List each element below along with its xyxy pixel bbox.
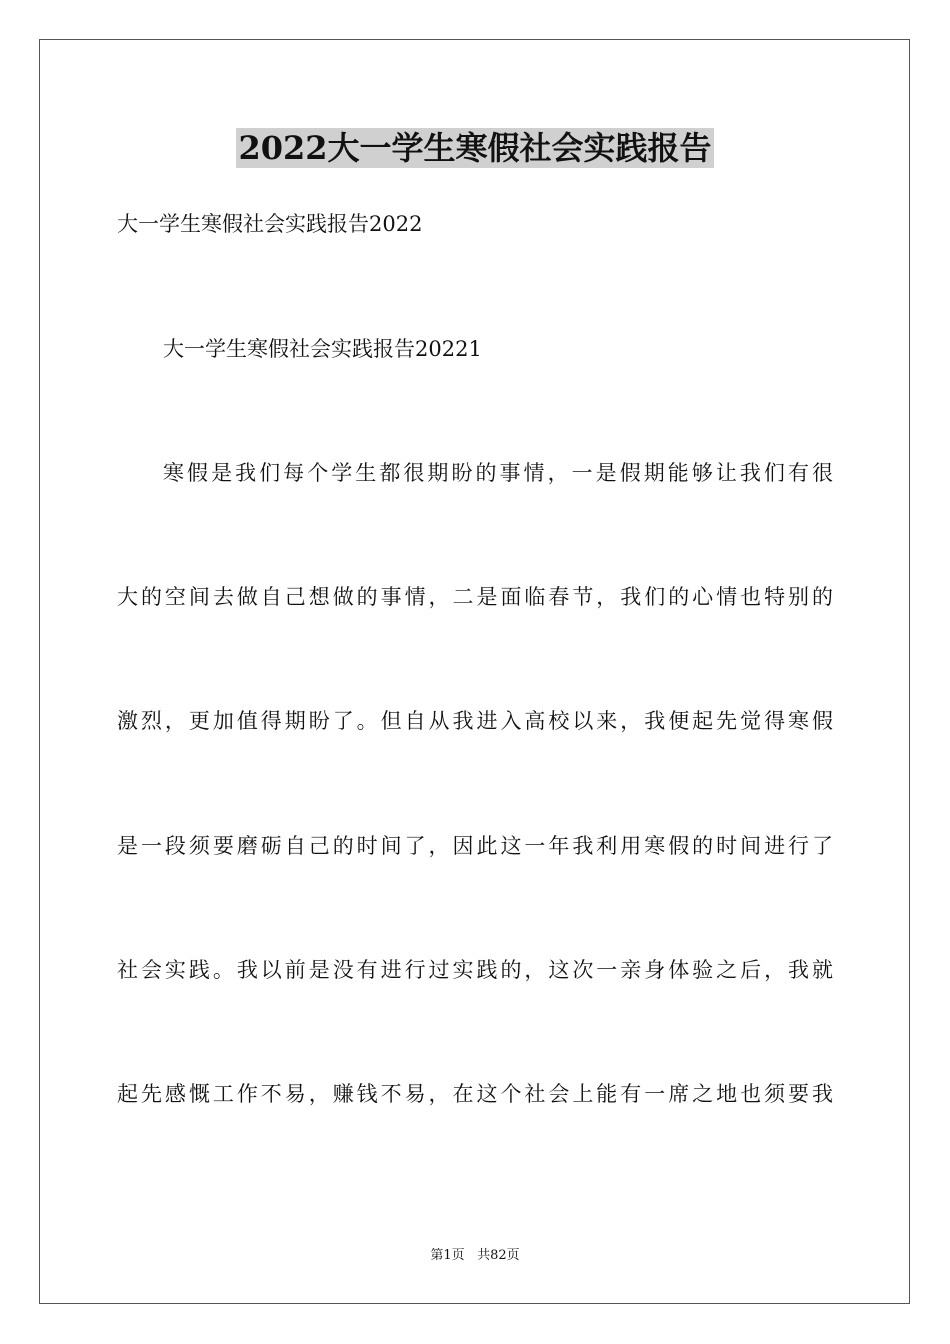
body-line-2: 大的空间去做自己想做的事情，二是面临春节，我们的心情也特别的 <box>117 585 833 609</box>
body-line-5: 社会实践。我以前是没有进行过实践的，这次一亲身体验之后，我就 <box>117 958 833 982</box>
section-heading: 大一学生寒假社会实践报告20221 <box>163 337 482 361</box>
body-line-1: 寒假是我们每个学生都很期盼的事情，一是假期能够让我们有很 <box>163 461 833 485</box>
page-footer <box>0 1247 950 1265</box>
document-subtitle: 大一学生寒假社会实践报告2022 <box>117 212 423 236</box>
page-total: 共82页 <box>477 1248 520 1263</box>
document-title-text: 2022大一学生寒假社会实践报告 <box>238 129 712 167</box>
page-number: 第1页 <box>430 1248 465 1263</box>
document-title <box>0 128 950 168</box>
body-line-4: 是一段须要磨砺自己的时间了，因此这一年我利用寒假的时间进行了 <box>117 834 833 858</box>
body-line-6: 起先感慨工作不易，赚钱不易，在这个社会上能有一席之地也须要我 <box>117 1082 833 1106</box>
body-line-3: 激烈，更加值得期盼了。但自从我进入高校以来，我便起先觉得寒假 <box>117 709 833 733</box>
